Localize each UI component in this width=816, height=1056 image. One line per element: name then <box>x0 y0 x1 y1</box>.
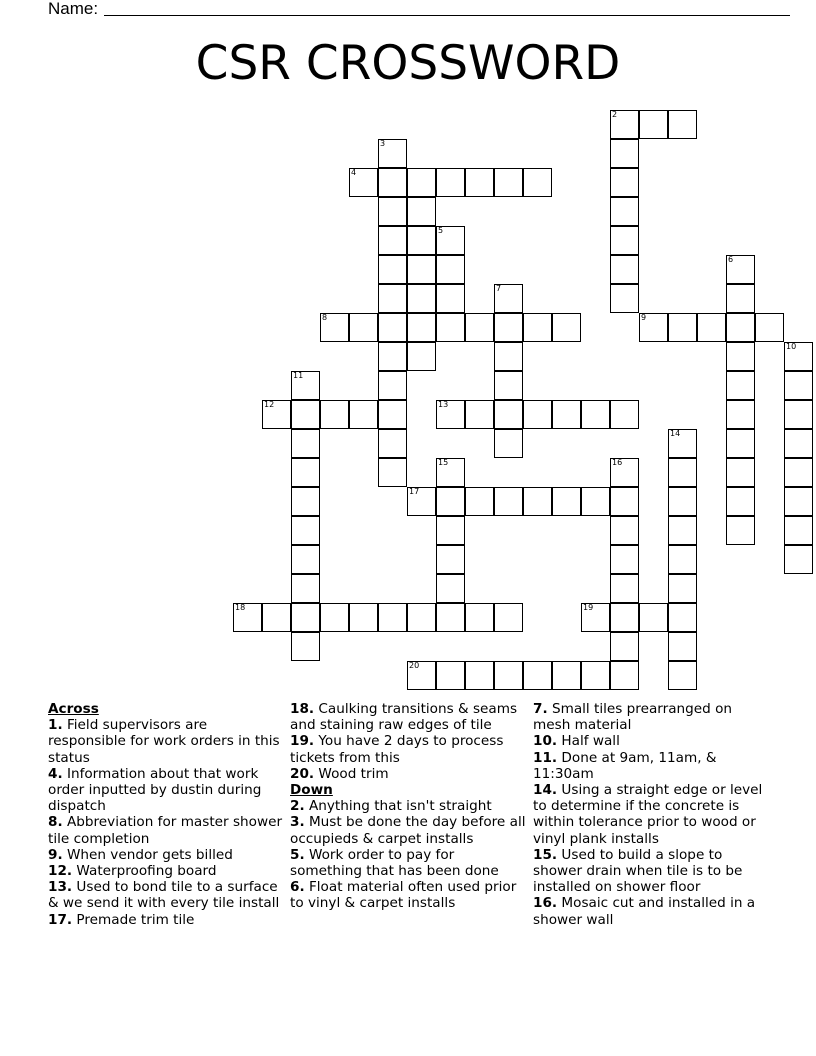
grid-cell[interactable] <box>378 168 407 197</box>
grid-cell[interactable] <box>320 603 349 632</box>
clue-number: 3 <box>380 139 386 148</box>
grid-cell[interactable] <box>407 255 436 284</box>
grid-cell[interactable] <box>784 371 813 400</box>
grid-cell[interactable] <box>726 487 755 516</box>
grid-cell[interactable] <box>784 400 813 429</box>
grid-cell[interactable] <box>784 487 813 516</box>
grid-cell[interactable] <box>349 168 378 197</box>
grid-cell[interactable] <box>610 197 639 226</box>
grid-cell[interactable] <box>639 603 668 632</box>
clue-number: 19 <box>583 603 594 612</box>
grid-cell[interactable] <box>668 632 697 661</box>
grid-cell[interactable] <box>349 603 378 632</box>
clue-number: 2 <box>612 110 618 119</box>
grid-cell[interactable] <box>291 429 320 458</box>
clue-across-4: 4. Information about that work order inputted by dustin during dispatch <box>48 765 262 815</box>
grid-cell[interactable] <box>494 603 523 632</box>
name-label: Name: <box>48 0 99 18</box>
grid-cell[interactable] <box>610 168 639 197</box>
grid-cell[interactable] <box>378 342 407 371</box>
grid-cell[interactable] <box>668 110 697 139</box>
grid-cell[interactable] <box>436 574 465 603</box>
grid-cell[interactable] <box>639 110 668 139</box>
clue-number: 6 <box>728 255 734 264</box>
grid-cell[interactable] <box>291 400 320 429</box>
grid-cell[interactable] <box>726 313 755 342</box>
clue-down-11: 11. Done at 9am, 11am, & 11:30am <box>533 749 717 782</box>
clue-down-2: 2. Anything that isn't straight <box>290 798 492 815</box>
grid-cell[interactable] <box>465 168 494 197</box>
grid-cell[interactable] <box>378 458 407 487</box>
clue-across-17: 17. Premade trim tile <box>48 911 195 928</box>
grid-cell[interactable] <box>494 371 523 400</box>
grid-cell[interactable] <box>610 139 639 168</box>
grid-cell[interactable] <box>378 255 407 284</box>
grid-cell[interactable] <box>610 458 639 487</box>
clue-across-8: 8. Abbreviation for master shower tile completion <box>48 814 283 847</box>
grid-cell[interactable] <box>233 603 262 632</box>
grid-cell[interactable] <box>610 603 639 632</box>
grid-cell[interactable] <box>726 458 755 487</box>
grid-cell[interactable] <box>523 313 552 342</box>
grid-cell[interactable] <box>494 284 523 313</box>
grid-cell[interactable] <box>552 487 581 516</box>
grid-cell[interactable] <box>320 400 349 429</box>
clues-column-2 <box>290 701 526 912</box>
clue-number: 18 <box>235 603 246 612</box>
page-title: CSR CROSSWORD <box>195 36 621 91</box>
clue-number: 13 <box>438 400 449 409</box>
clue-down-10: 10. Half wall <box>533 733 620 750</box>
grid-cell[interactable] <box>407 661 436 690</box>
grid-cell[interactable] <box>668 603 697 632</box>
grid-cell[interactable] <box>784 342 813 371</box>
grid-cell[interactable] <box>610 545 639 574</box>
grid-cell[interactable] <box>581 487 610 516</box>
clue-across-9: 9. When vendor gets billed <box>48 846 233 863</box>
grid-cell[interactable] <box>668 429 697 458</box>
grid-cell[interactable] <box>465 400 494 429</box>
clue-across-13: 13. Used to bond tile to a surface & we send it with every tile install <box>48 879 280 912</box>
clues-column-3 <box>533 701 769 928</box>
clue-number: 9 <box>641 313 647 322</box>
grid-cell[interactable] <box>668 516 697 545</box>
clues-column-1 <box>48 701 284 928</box>
clue-number: 20 <box>409 661 420 670</box>
grid-cell[interactable] <box>436 603 465 632</box>
across-heading: Across <box>48 701 99 717</box>
grid-cell[interactable] <box>436 400 465 429</box>
grid-cell[interactable] <box>784 516 813 545</box>
grid-cell[interactable] <box>291 545 320 574</box>
grid-cell[interactable] <box>465 661 494 690</box>
grid-cell[interactable] <box>668 313 697 342</box>
grid-cell[interactable] <box>552 661 581 690</box>
grid-cell[interactable] <box>494 429 523 458</box>
grid-cell[interactable] <box>494 400 523 429</box>
grid-cell[interactable] <box>610 255 639 284</box>
grid-cell[interactable] <box>610 632 639 661</box>
grid-cell[interactable] <box>436 313 465 342</box>
grid-cell[interactable] <box>291 516 320 545</box>
grid-cell[interactable] <box>407 487 436 516</box>
clue-across-20: 20. Wood trim <box>290 765 389 782</box>
grid-cell[interactable] <box>523 487 552 516</box>
clue-down-7: 7. Small tiles prearranged on mesh material <box>533 701 733 734</box>
grid-cell[interactable] <box>378 284 407 313</box>
grid-cell[interactable] <box>291 458 320 487</box>
grid-cell[interactable] <box>436 168 465 197</box>
grid-cell[interactable] <box>726 516 755 545</box>
grid-cell[interactable] <box>436 255 465 284</box>
grid-cell[interactable] <box>581 603 610 632</box>
grid-cell[interactable] <box>378 197 407 226</box>
grid-cell[interactable] <box>523 400 552 429</box>
clue-across-1: 1. Field supervisors are responsible for work orders in this status <box>48 717 280 766</box>
clue-across-19: 19. You have 2 days to process tickets from this <box>290 733 504 766</box>
grid-cell[interactable] <box>291 371 320 400</box>
grid-cell[interactable] <box>610 661 639 690</box>
grid-cell[interactable] <box>349 400 378 429</box>
grid-cell[interactable] <box>726 284 755 313</box>
grid-cell[interactable] <box>407 197 436 226</box>
clue-down-16: 16. Mosaic cut and installed in a shower wall <box>533 895 756 928</box>
grid-cell[interactable] <box>436 545 465 574</box>
grid-cell[interactable] <box>407 342 436 371</box>
grid-cell[interactable] <box>726 342 755 371</box>
grid-cell[interactable] <box>436 661 465 690</box>
clue-down-15: 15. Used to build a slope to shower drain when tile is to be installed on shower floor <box>533 846 743 896</box>
grid-cell[interactable] <box>291 632 320 661</box>
grid-cell[interactable] <box>349 313 378 342</box>
grid-cell[interactable] <box>610 226 639 255</box>
clue-number: 14 <box>670 429 681 438</box>
grid-cell[interactable] <box>581 661 610 690</box>
clue-number: 8 <box>322 313 328 322</box>
grid-cell[interactable] <box>494 487 523 516</box>
grid-cell[interactable] <box>726 400 755 429</box>
grid-cell[interactable] <box>320 313 349 342</box>
clue-number: 16 <box>612 458 623 467</box>
grid-cell[interactable] <box>465 603 494 632</box>
grid-cell[interactable] <box>378 603 407 632</box>
grid-cell[interactable] <box>581 400 610 429</box>
grid-cell[interactable] <box>552 313 581 342</box>
grid-cell[interactable] <box>378 371 407 400</box>
grid-cell[interactable] <box>668 487 697 516</box>
grid-cell[interactable] <box>378 226 407 255</box>
grid-cell[interactable] <box>465 313 494 342</box>
clue-number: 17 <box>409 487 420 496</box>
grid-cell[interactable] <box>407 226 436 255</box>
grid-cell[interactable] <box>436 284 465 313</box>
grid-cell[interactable] <box>784 429 813 458</box>
grid-cell[interactable] <box>668 545 697 574</box>
grid-cell[interactable] <box>494 168 523 197</box>
clue-down-6: 6. Float material often used prior to vinyl & carpet installs <box>290 879 517 912</box>
grid-cell[interactable] <box>436 458 465 487</box>
grid-cell[interactable] <box>610 487 639 516</box>
grid-cell[interactable] <box>726 255 755 284</box>
clue-number: 11 <box>293 371 304 380</box>
clue-down-5: 5. Work order to pay for something that has been done <box>290 846 499 880</box>
grid-cell[interactable] <box>668 458 697 487</box>
grid-cell[interactable] <box>610 400 639 429</box>
grid-cell[interactable] <box>494 342 523 371</box>
grid-cell[interactable] <box>291 487 320 516</box>
clue-number: 4 <box>351 168 357 177</box>
clue-number: 12 <box>264 400 275 409</box>
clue-number: 15 <box>438 458 449 467</box>
grid-cell[interactable] <box>291 603 320 632</box>
grid-cell[interactable] <box>639 313 668 342</box>
grid-cell[interactable] <box>523 168 552 197</box>
grid-cell[interactable] <box>726 371 755 400</box>
clue-down-14: 14. Using a straight edge or level to determine if the concrete is within tolerance prior to wood or vinyl plank installs <box>533 782 763 847</box>
clue-number: 10 <box>786 342 797 351</box>
grid-cell[interactable] <box>523 661 552 690</box>
grid-cell[interactable] <box>610 110 639 139</box>
down-heading: Down <box>290 782 333 799</box>
grid-cell[interactable] <box>552 400 581 429</box>
grid-cell[interactable] <box>668 574 697 603</box>
grid-cell[interactable] <box>494 313 523 342</box>
grid-cell[interactable] <box>262 603 291 632</box>
grid-cell[interactable] <box>262 400 291 429</box>
grid-cell[interactable] <box>378 400 407 429</box>
grid-cell[interactable] <box>407 284 436 313</box>
grid-cell[interactable] <box>465 487 494 516</box>
clue-across-18: 18. Caulking transitions & seams and staining raw edges of tile <box>290 701 518 734</box>
clue-number: 5 <box>438 226 444 235</box>
clue-number: 7 <box>496 284 502 293</box>
grid-cell[interactable] <box>378 313 407 342</box>
grid-cell[interactable] <box>291 574 320 603</box>
grid-cell[interactable] <box>407 168 436 197</box>
grid-cell[interactable] <box>784 458 813 487</box>
grid-cell[interactable] <box>378 429 407 458</box>
grid-cell[interactable] <box>726 429 755 458</box>
grid-cell[interactable] <box>668 661 697 690</box>
grid-cell[interactable] <box>436 487 465 516</box>
grid-cell[interactable] <box>436 516 465 545</box>
clue-down-3: 3. Must be done the day before all occupieds & carpet installs <box>290 814 526 847</box>
grid-cell[interactable] <box>755 313 784 342</box>
grid-cell[interactable] <box>697 313 726 342</box>
grid-cell[interactable] <box>610 516 639 545</box>
grid-cell[interactable] <box>436 226 465 255</box>
grid-cell[interactable] <box>610 284 639 313</box>
grid-cell[interactable] <box>378 139 407 168</box>
clue-across-12: 12. Waterproofing board <box>48 863 217 880</box>
grid-cell[interactable] <box>407 313 436 342</box>
grid-cell[interactable] <box>407 603 436 632</box>
grid-cell[interactable] <box>610 574 639 603</box>
grid-cell[interactable] <box>784 545 813 574</box>
grid-cell[interactable] <box>494 661 523 690</box>
